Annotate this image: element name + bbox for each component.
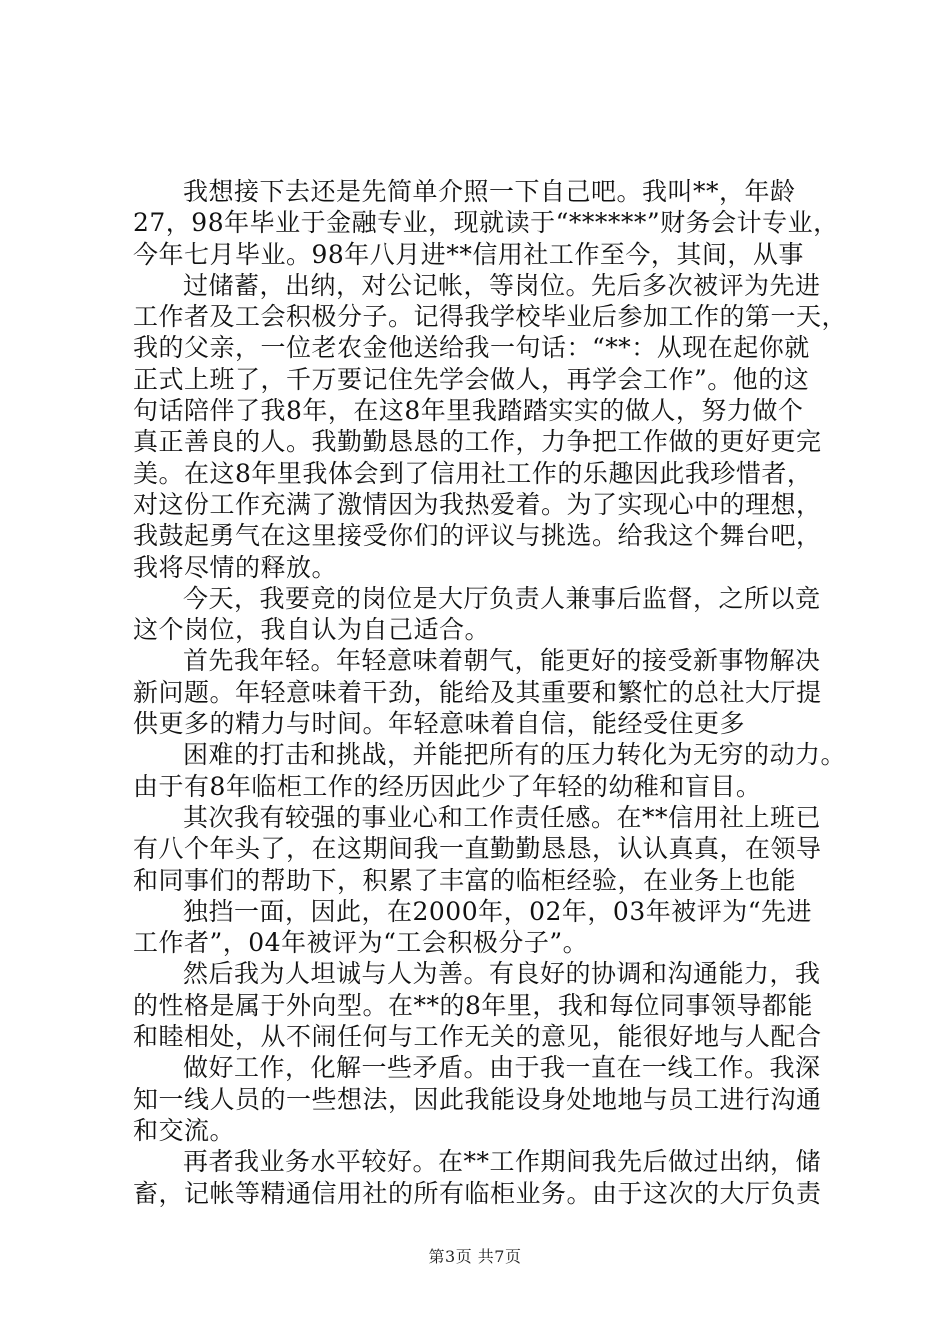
text-line: 工作者及工会积极分子。记得我学校毕业后参加工作的第一天，	[133, 302, 848, 332]
text-line: 知一线人员的一些想法，因此我能设身处地地与员工进行沟通	[133, 1084, 822, 1114]
text-line: 困难的打击和挑战，并能把所有的压力转化为无穷的动力。	[183, 740, 847, 770]
text-line: 和同事们的帮助下，积累了丰富的临柜经验，在业务上也能	[133, 865, 797, 895]
text-line: 正式上班了，千万要记住先学会做人，再学会工作”。他的这	[133, 364, 810, 394]
text-line: 畜，记帐等精通信用社的所有临柜业务。由于这次的大厅负责	[133, 1178, 822, 1208]
text-line: 独挡一面，因此，在2000年，02年，03年被评为“先进	[183, 896, 813, 926]
document-body	[133, 176, 848, 1209]
text-line: 美。在这8年里我体会到了信用社工作的乐趣因此我珍惜者，	[133, 458, 813, 488]
text-line: 今天，我要竞的岗位是大厅负责人兼事后监督，之所以竞	[183, 583, 821, 613]
text-line: 今年七月毕业。98年八月进**信用社工作至今，其间，从事	[133, 239, 804, 269]
text-line: 27，98年毕业于金融专业，现就读于“******”财务会计专业，	[133, 208, 839, 238]
text-line: 我想接下去还是先简单介照一下自己吧。我叫**，年龄	[183, 177, 796, 206]
text-line: 的性格是属于外向型。在**的8年里，我和每位同事领导都能	[133, 990, 813, 1020]
text-line: 我的父亲，一位老农金他送给我一句话：“**：从现在起你就	[133, 333, 810, 363]
text-line: 句话陪伴了我8年，在这8年里我踏踏实实的做人，努力做个	[133, 396, 804, 426]
text-line: 然后我为人坦诚与人为善。有良好的协调和沟通能力，我	[183, 959, 821, 989]
text-line: 和交流。	[133, 1115, 236, 1145]
text-line: 其次我有较强的事业心和工作责任感。在**信用社上班已	[183, 802, 822, 832]
text-line: 首先我年轻。年轻意味着朝气，能更好的接受新事物解决	[183, 646, 821, 676]
text-line: 由于有8年临柜工作的经历因此少了年轻的幼稚和盲目。	[133, 771, 762, 801]
text-line: 对这份工作充满了激情因为我热爱着。为了实现心中的理想，	[133, 489, 822, 519]
text-line: 过储蓄，出纳，对公记帐，等岗位。先后多次被评为先进	[183, 270, 821, 300]
page-footer: 第3页 共7页	[428, 1247, 522, 1266]
text-line: 工作者”，04年被评为“工会积极分子”。	[133, 928, 589, 958]
text-line: 做好工作，化解一些矛盾。由于我一直在一线工作。我深	[183, 1053, 821, 1083]
text-line: 和睦相处，从不闹任何与工作无关的意见，能很好地与人配合	[133, 1022, 822, 1052]
text-line: 有八个年头了，在这期间我一直勤勤恳恳，认认真真，在领导	[133, 834, 822, 864]
text-line: 我鼓起勇气在这里接受你们的评议与挑选。给我这个舞台吧，	[133, 521, 822, 551]
text-line: 真正善良的人。我勤勤恳恳的工作，力争把工作做的更好更完	[133, 427, 822, 457]
text-line: 我将尽情的释放。	[133, 552, 338, 582]
text-line: 这个岗位，我自认为自己适合。	[133, 615, 491, 645]
text-line: 再者我业务水平较好。在**工作期间我先后做过出纳，储	[183, 1147, 822, 1177]
text-line: 新问题。年轻意味着干劲，能给及其重要和繁忙的总社大厅提	[133, 677, 822, 707]
text-line: 供更多的精力与时间。年轻意味着自信，能经受住更多	[133, 709, 746, 739]
